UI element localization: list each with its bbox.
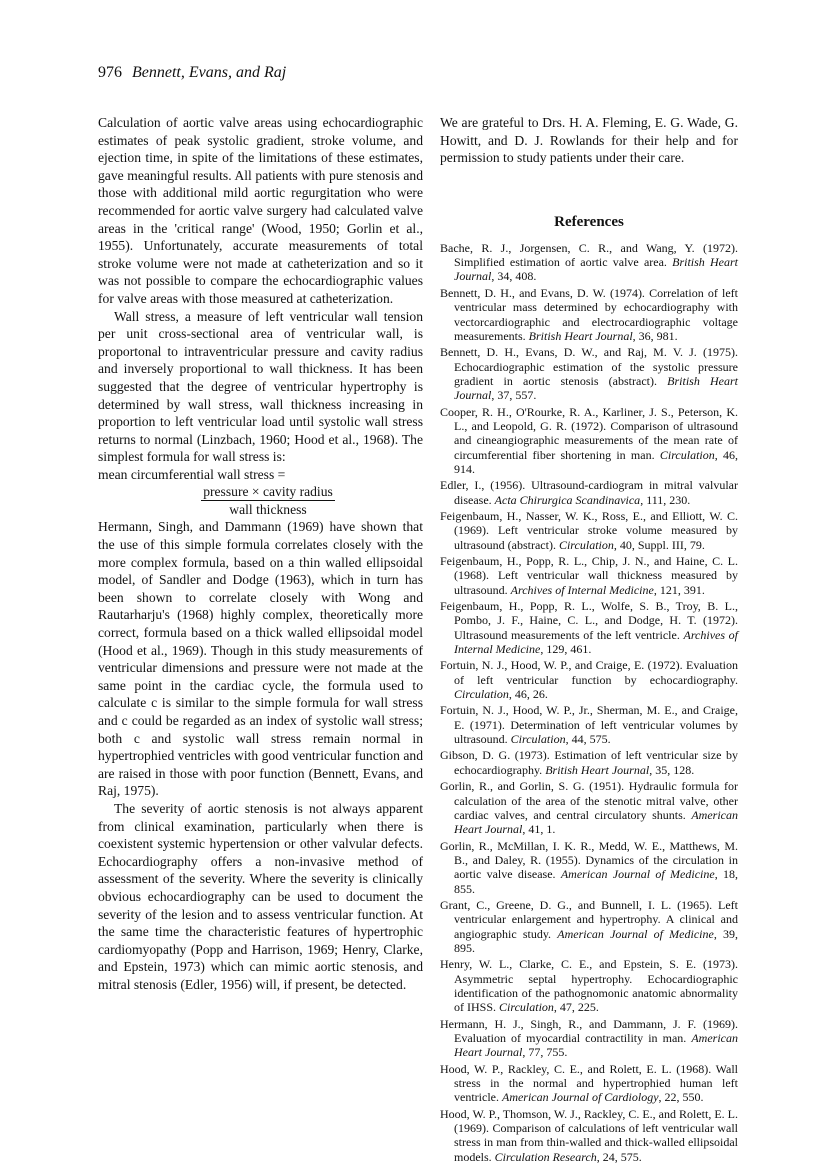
reference-journal: Circulation (454, 687, 509, 702)
reference-text: Hood, W. P., Rackley, C. E., and Rolett, E. L. (1968). Wall stress in the normal and hypertrophied human left ventricle. (440, 1061, 738, 1105)
reference-journal: Circulation (659, 447, 715, 462)
reference-text: Fortuin, N. J., Hood, W. P., Jr., Sherman, M. E., and Craige, E. (1971). Determination of left ventricular volumes by ultrasound. (440, 703, 738, 747)
running-head-authors: Bennett, Evans, and Raj (132, 64, 287, 81)
reference-volume: , 129, 461. (540, 642, 592, 657)
reference-journal: British Heart Journal (528, 328, 633, 343)
reference-volume: , 37, 557. (491, 388, 537, 403)
paragraph-severity: The severity of aortic stenosis is not always apparent from clinical examination, particularly when there is coexistent systemic hypertension or other valvular defects. Echocardiography offers a non-invasive method of assessment of the severity. Where the severity is clinically obvious echocardiography can be used to document the severity of the lesion and to assess ventricular function. At the same time the characteristic features of hypertrophic cardiomyopathy (Popp and Harrison, 1969; Henry, Clarke, and Epstein, 1973) which can mimic aortic stenosis, and mitral stenosis (Edler, 1956) will, if present, be detected. (98, 800, 423, 992)
running-header (98, 64, 286, 82)
reference-volume: , 22, 550. (658, 1090, 704, 1105)
reference-volume: , 18, 855. (454, 867, 738, 896)
reference-text: Feigenbaum, H., Nasser, W. K., Ross, E., and Elliott, W. C. (1969). Left ventricular stroke volume measured by ultrasound (abstract). (440, 508, 738, 552)
reference-item (440, 1107, 738, 1164)
reference-journal: Circulation (499, 1000, 554, 1015)
reference-item (440, 748, 738, 777)
left-column (98, 114, 423, 994)
formula-label: mean circumferential wall stress = (98, 466, 286, 482)
reference-text: Feigenbaum, H., Popp, R. L., Chip, J. N., and Haine, C. L. (1968). Left ventricular wall thickness measured by ultrasound. (440, 554, 738, 597)
reference-journal: Archives of Internal Medicine (510, 582, 654, 597)
reference-text: Cooper, R. H., O'Rourke, R. A., Karliner, J. S., Peterson, K. L., and Leopold, G. R. (1972). Comparison of ultrasound and cineangiographic measurements of the mean rate of circumferential fiber shortening in man. (440, 404, 738, 462)
reference-item (440, 509, 738, 552)
reference-item (440, 839, 738, 896)
right-column (440, 114, 738, 1166)
paragraph-valve-areas: Calculation of aortic valve areas using echocardiographic estimates of peak systolic gradient, stroke volume, and ejection time, in spite of the limitations of these estimates, gave meaningful results. All patients with pure stenosis and those with additional mild aortic regurgitation who were recommended for aortic valve surgery had calculated valve areas in the 'critical range' (Wood, 1950; Gorlin et al., 1955). Unfortunately, accurate measurements of total stroke volume were not made at catheterization and so it was not possible to compare the echocardiographic values for valve areas with those measured at catheterization. (98, 115, 423, 306)
reference-journal: British Heart Journal (454, 373, 738, 403)
reference-text: Gorlin, R., and Gorlin, S. G. (1951). Hydraulic formula for calculation of the area of the stenotic mitral valve, other cardiac valves, and central circulatory shunts. (440, 779, 738, 822)
formula-denominator: wall thickness (229, 502, 307, 518)
reference-journal: Archives of Internal Medicine (454, 627, 739, 657)
reference-journal: British Heart Journal (545, 762, 650, 777)
reference-journal: American Heart Journal (454, 807, 738, 837)
reference-volume: , 39, 895. (454, 926, 739, 955)
reference-journal: American Heart Journal (454, 1031, 738, 1060)
formula-numerator: pressure × cavity radius (203, 484, 333, 500)
reference-journal: Circulation (558, 537, 614, 552)
reference-volume: , 40, Suppl. III, 79. (613, 537, 705, 552)
reference-text: Bennett, D. H., and Evans, D. W. (1974). Correlation of left ventricular mass determined by echocardiography with vectorcardiographic and electrocardiographic voltage measurements. (440, 285, 738, 343)
reference-list (440, 241, 738, 1164)
page-number: 976 (98, 64, 122, 81)
reference-item (440, 703, 738, 746)
reference-item (440, 1062, 738, 1105)
reference-volume: , 34, 408. (491, 269, 537, 284)
reference-item (440, 599, 738, 656)
paragraph-hermann: Hermann, Singh, and Dammann (1969) have shown that the use of this simple formula correlates closely with the more complex formula, based on a thin walled ellipsoidal model, of Sandler and Dodge (1963), which in turn has been shown to correlate closely with Wong and Rautarharju's (1968) highly complex, theoretically more correct, formula based on a thick walled ellipsoidal model (Hood et al., 1969). Though in this study measurements of ventricular dimensions and pressure were not made at the same point in the cardiac cycle, the formula used to calculate c is similar to the simple formula for wall stress and c could be regarded as an index of systolic wall stress; both c and systolic wall stress remain normal in hypertrophied ventricles with good ventricular function and are raised in those with poor function (Bennett, Evans, and Raj, 1975). (98, 519, 423, 799)
reference-item (440, 898, 738, 955)
reference-journal: British Heart Journal (454, 255, 738, 284)
reference-item (440, 345, 738, 402)
reference-volume: , 24, 575. (596, 1149, 642, 1164)
reference-volume: , 77, 755. (522, 1045, 568, 1060)
reference-volume: , 41, 1. (522, 822, 556, 837)
reference-text: Hermann, H. J., Singh, R., and Dammann, J. F. (1969). Evaluation of myocardial contractility in man. (440, 1016, 738, 1045)
reference-volume: , 44, 575. (565, 732, 611, 747)
reference-journal: American Journal of Medicine (557, 926, 714, 941)
reference-volume: , 46, 914. (454, 447, 738, 476)
reference-item (440, 1017, 738, 1060)
reference-item (440, 405, 738, 477)
reference-text: Hood, W. P., Thomson, W. J., Rackley, C. E., and Rolett, E. L. (1969). Comparison of calculations of left ventricular wall stress in man from thin-walled and thick-walled ellipsoidal models. (440, 1106, 739, 1164)
reference-volume: , 47, 225. (553, 1000, 599, 1015)
reference-volume: , 36, 981. (632, 328, 678, 343)
reference-volume: , 111, 230. (640, 492, 691, 507)
reference-item (440, 779, 738, 836)
wall-stress-formula (168, 483, 368, 518)
reference-text: Feigenbaum, H., Popp, R. L., Wolfe, S. B., Troy, B. L., Pombo, J. F., Haine, C. L., and Dodge, H. T. (1972). Ultrasound measurements of the left ventricle. (440, 599, 738, 642)
reference-journal: American Journal of Cardiology (501, 1090, 659, 1105)
reference-text: Grant, C., Greene, D. G., and Bunnell, I. L. (1965). Left ventricular enlargement and hypertrophy. A clinical and angiographic study. (440, 897, 738, 941)
reference-text: Henry, W. L., Clarke, C. E., and Epstein, S. E. (1973). Asymmetric septal hypertrophy. Echocardiographic identification of the pathognomonic anatomic abnormality of IHSS. (440, 957, 738, 1015)
reference-journal: Circulation (510, 732, 566, 747)
reference-item (440, 286, 738, 343)
reference-item (440, 554, 738, 597)
reference-text: Gibson, D. G. (1973). Estimation of left ventricular size by echocardiography. (440, 748, 738, 777)
reference-item (440, 241, 738, 284)
reference-journal: Acta Chirurgica Scandinavica (494, 492, 641, 507)
reference-volume: , 121, 391. (653, 582, 705, 597)
reference-text: Bache, R. J., Jorgensen, C. R., and Wang, Y. (1972). Simplified estimation of aortic valve area. (440, 240, 738, 270)
reference-item (440, 957, 738, 1014)
reference-journal: Circulation Research (494, 1149, 597, 1164)
references-heading: References (554, 213, 624, 230)
reference-item (440, 478, 738, 507)
paragraph-wall-stress: Wall stress, a measure of left ventricular wall tension per unit cross-sectional area of ventricular wall, is proportonal to intraventricular pressure and cavity radius and inversely proportional to wall thickness. It has been suggested that the degree of ventricular hypertrophy is determined by wall stress, wall thickness increasing in proportion to left ventricular load until systolic wall stress returns to normal (Linzbach, 1960; Hood et al., 1968). The simplest formula for wall stress is: (98, 308, 423, 465)
reference-text: Fortuin, N. J., Hood, W. P., and Craige, E. (1972). Evaluation of left ventricular function by echocardiography. (440, 658, 738, 687)
acknowledgement: We are grateful to Drs. H. A. Fleming, E. G. Wade, G. Howitt, and D. J. Rowlands for their help and for permission to study patients under their care. (440, 115, 738, 166)
reference-volume: , 35, 128. (649, 762, 695, 777)
reference-text: Edler, I., (1956). Ultrasound-cardiogram in mitral valvular disease. (440, 478, 738, 507)
reference-item (440, 658, 738, 701)
reference-text: Bennett, D. H., Evans, D. W., and Raj, M. V. J. (1975). Echocardiographic estimation of the systolic pressure gradient in aortic stenosis (abstract). (440, 345, 738, 388)
reference-text: Gorlin, R., McMillan, I. K. R., Medd, W. E., Matthews, M. B., and Daley, R. (1955). Dynamics of the circulation in aortic valve disease. (440, 838, 738, 882)
reference-volume: , 46, 26. (508, 687, 548, 702)
reference-journal: American Journal of Medicine (560, 867, 715, 882)
